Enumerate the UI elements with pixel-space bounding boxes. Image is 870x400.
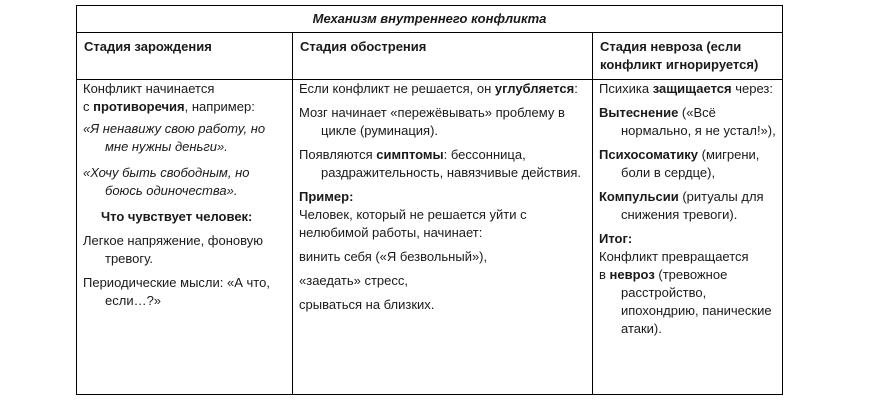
example-item: «заедать» стресс, [299,273,408,288]
header-row [77,33,782,80]
feeling-item: Легкое напряжение, фоновую тревогу. [83,233,264,266]
defense-item: Компульсии (ритуалы для снижения тревоги). [599,189,764,222]
example-item: винить себя («Я безвольный»), [299,249,488,264]
quote-example: «Я ненавижу свою работу, но мне нужны деньги». [83,121,266,154]
aggravation-intro: Если конфликт не решается, он углубляется: [299,81,578,96]
example-item: срываться на близких. [299,297,435,312]
header-origin-stage: Стадия зарождения [84,39,212,54]
table-title: Механизм внутреннего конфликта [77,6,782,33]
result-heading: Итог: [599,231,633,246]
defense-item: Психосоматику (мигрени, боли в сердце), [599,147,760,180]
rumination-text: Мозг начинает «пережёвывать» проблему в цикле (руминация). [299,105,565,138]
result-line2: в невроз (тревожное расстройство, ипохондрию, панические атаки). [599,267,772,336]
quote-example: «Хочу быть свободным, но боюсь одиночества». [83,165,250,198]
example-heading: Пример: [299,189,354,204]
defense-intro: Психика защищается через: [599,81,773,96]
defense-item: Вытеснение («Всё нормально, я не устал!»), [599,105,776,138]
aggravation-stage-cell [299,80,584,314]
neurosis-stage-cell [599,80,779,338]
symptoms-text: Появляются симптомы: бессонница, раздражительность, навязчивые действия. [299,147,582,180]
feeling-item: Периодические мысли: «А что, если…?» [83,275,270,308]
header-aggravation-stage: Стадия обострения [300,39,427,54]
column-divider [592,33,593,394]
example-text: Человек, который не решается уйти с нелюбимой работы, начинает: [299,207,527,240]
origin-stage-cell [83,80,283,310]
origin-intro-line2: с противоречия, например: [83,99,255,114]
result-line: Конфликт превращается [599,249,749,264]
feelings-heading: Что чувствует человек: [101,209,253,224]
header-neurosis-stage: Стадия невроза (если конфликт игнорируется) [600,39,759,72]
column-divider [292,33,293,394]
origin-intro-line: Конфликт начинается [83,81,215,96]
